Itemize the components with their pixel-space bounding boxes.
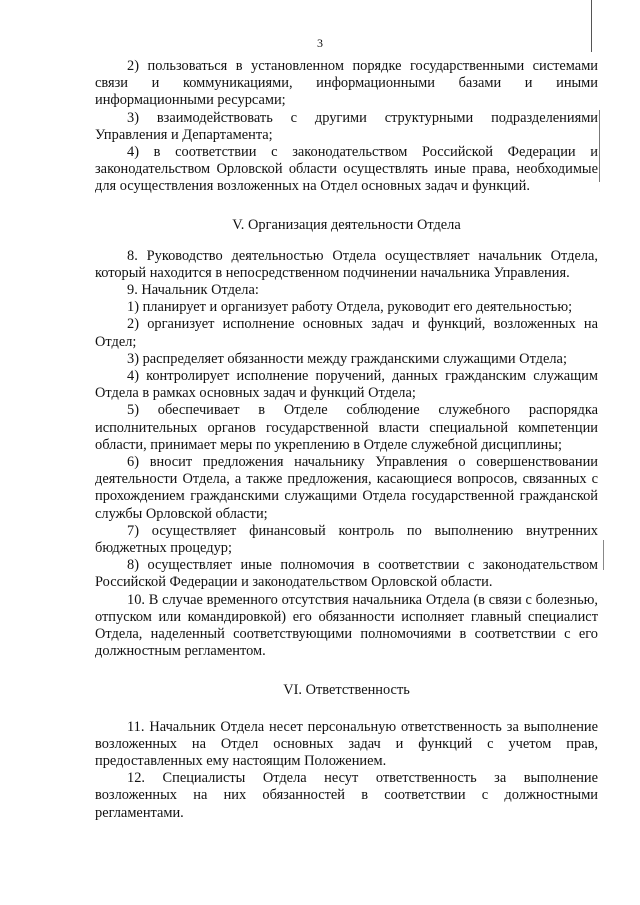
paragraph-duty-5: 5) обеспечивает в Отделе соблюдение служебного распорядка исполнительных органов государственной власти специальной компетенции области, принимает меры по укреплению в Отделе служебной дисциплины; [95, 402, 598, 453]
paragraph-duty-6: 6) вносит предложения начальнику Управления о совершенствовании деятельности Отдела, а также предложения, касающиеся вопросов, связанных с прохождением гражданскими служащими Отдела государственной гражданской службы Орловской области; [95, 454, 598, 522]
spacer [95, 699, 598, 719]
paragraph-rights-3: 3) взаимодействовать с другими структурными подразделениями Управления и Департамента; [95, 109, 598, 143]
paragraph-duty-8: 8) осуществляет иные полномочия в соответствии с законодательством Российской Федерации и законодательством Орловской области. [95, 557, 598, 591]
paragraph-item-11: 11. Начальник Отдела несет персональную ответственность за выполнение возложенных на Отдел основных задач и функций с учетом прав, предоставленных ему настоящим Положением. [95, 718, 598, 769]
page-number: 3 [317, 36, 323, 50]
spacer [95, 661, 598, 681]
paragraph-item-8: 8. Руководство деятельностью Отдела осуществляет начальник Отдела, который находится в непосредственном подчинении начальника Управления. [95, 247, 598, 281]
paragraph-duty-7: 7) осуществляет финансовый контроль по выполнению внутренних бюджетных процедур; [95, 522, 598, 557]
section-heading-v: V. Организация деятельности Отдела [232, 216, 461, 233]
spacer [95, 234, 598, 248]
scan-edge-line-lower [603, 540, 604, 570]
paragraph-duty-1: 1) планирует и организует работу Отдела, руководит его деятельностью; [127, 299, 573, 316]
paragraph-item-10: 10. В случае временного отсутствия начальника Отдела (в связи с болезнью, отпуском или командировкой) его обязанности исполняет главный специалист Отдела, наделенный соответствующими полномочиями в соответствии с его должностным регламентом. [95, 591, 598, 660]
paragraph-duty-3: 3) распределяет обязанности между гражданскими служащими Отдела; [127, 350, 567, 367]
spacer [95, 196, 598, 216]
paragraph-duty-4: 4) контролирует исполнение поручений, данных гражданским служащим Отдела в рамках основных задач и функций Отдела; [95, 368, 598, 402]
section-heading-vi: VI. Ответственность [283, 681, 410, 698]
paragraph-item-9: 9. Начальник Отдела: [127, 282, 259, 299]
paragraph-rights-4: 4) в соответствии с законодательством Российской Федерации и законодательством Орловской области осуществлять иные права, необходимые для осуществления возложенных на Отдел основных задач и функций. [95, 144, 598, 195]
document-body [95, 58, 598, 822]
scan-edge-line-mid [599, 110, 600, 182]
paragraph-duty-2: 2) организует исполнение основных задач и функций, возложенных на Отдел; [95, 316, 598, 350]
paragraph-item-12: 12. Специалисты Отдела несут ответственность за выполнение возложенных на них обязанностей в соответствии с должностными регламентами. [95, 770, 598, 821]
paragraph-rights-2: 2) пользоваться в установленном порядке государственными системами связи и коммуникациями, информационными базами и иными информационными ресурсами; [95, 58, 598, 109]
